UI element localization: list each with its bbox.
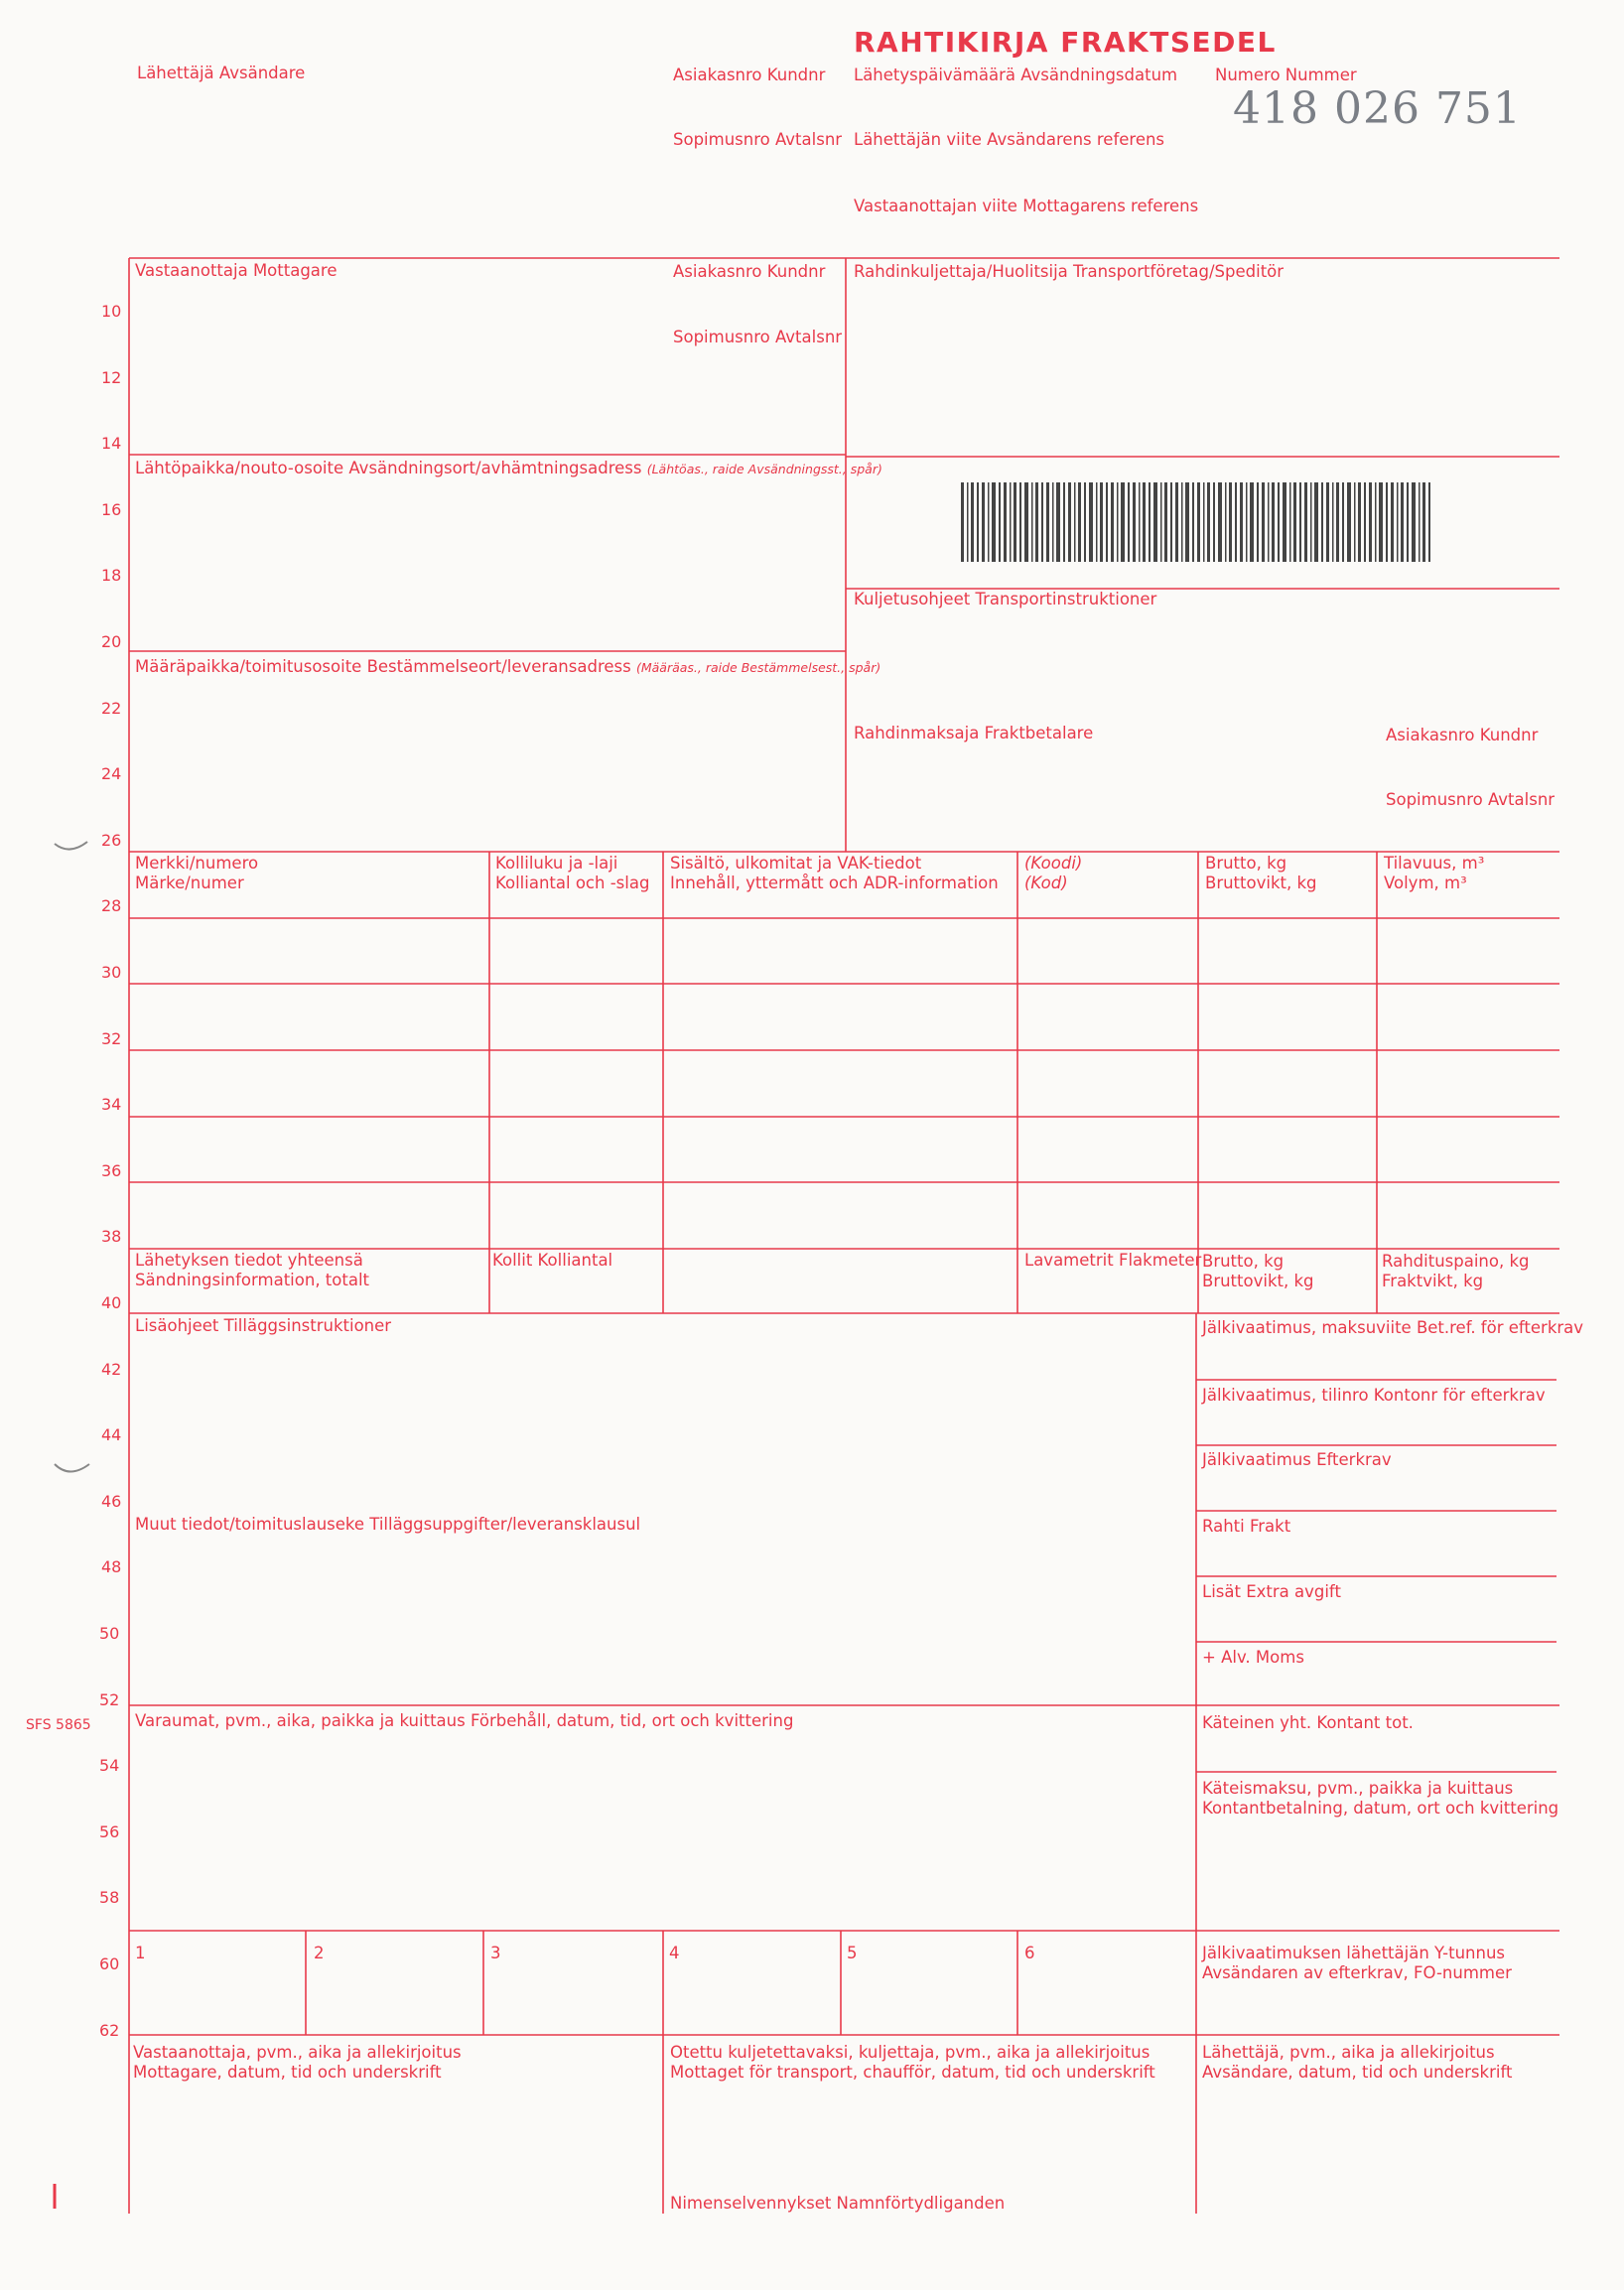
line-number: 42 bbox=[101, 1359, 122, 1379]
cash-payment-label: Käteismaksu, pvm., paikka ja kuittaus Kontantbetalning, datum, ort och kvittering bbox=[1202, 1779, 1559, 1818]
line-number: 58 bbox=[99, 1888, 120, 1908]
receiver-signature-label: Vastaanottaja, pvm., aika ja allekirjoitus Mottagare, datum, tid och underskrift bbox=[133, 2043, 462, 2082]
totals-packages-label: Kollit Kolliantal bbox=[492, 1251, 613, 1270]
extra-fee-label: Lisät Extra avgift bbox=[1202, 1582, 1341, 1601]
totals-loading-meters-label: Lavametrit Flakmeter bbox=[1024, 1251, 1202, 1270]
carrier-signature-label: Otettu kuljetettavaksi, kuljettaja, pvm., aika ja allekirjoitus Mottaget för transport, chaufför, datum, tid och underskrift bbox=[670, 2043, 1155, 2082]
line-number: 44 bbox=[101, 1425, 122, 1445]
line-number: 36 bbox=[101, 1160, 122, 1180]
pickup-text: Lähtöpaikka/nouto-osoite Avsändningsort/avhämtningsadress bbox=[135, 459, 642, 477]
name-clarification-label: Nimenselvennykset Namnförtydliganden bbox=[670, 2194, 1006, 2213]
standard-label: SFS 5865 bbox=[26, 1717, 91, 1733]
waybill-number: 418 026 751 bbox=[1233, 83, 1522, 134]
cod-sender-id-label: Jälkivaatimuksen lähettäjän Y-tunnus Avsändaren av efterkrav, FO-nummer bbox=[1202, 1944, 1512, 1982]
reservations-label: Varaumat, pvm., aika, paikka ja kuittaus Förbehåll, datum, tid, ort och kvittering bbox=[135, 1711, 794, 1730]
receiver-label: Vastaanottaja Mottagare bbox=[135, 261, 338, 280]
vat-label: + Alv. Moms bbox=[1202, 1648, 1304, 1667]
line-number: 26 bbox=[101, 830, 122, 850]
col-header-code: (Koodi) (Kod) bbox=[1024, 854, 1083, 892]
cod-account-label: Jälkivaatimus, tilinro Kontonr för efterkrav bbox=[1202, 1386, 1546, 1405]
line-number: 18 bbox=[101, 566, 122, 586]
line-number: 56 bbox=[99, 1821, 120, 1841]
line-number: 54 bbox=[99, 1756, 120, 1776]
payer-agreement-no-label: Sopimusnro Avtalsnr bbox=[1386, 790, 1556, 809]
destination-text: Määräpaikka/toimitusosoite Bestämmelseort/leveransadress bbox=[135, 657, 631, 676]
line-number: 16 bbox=[101, 499, 122, 519]
receiver-agreement-no-label: Sopimusnro Avtalsnr bbox=[673, 328, 843, 346]
cash-total-label: Käteinen yht. Kontant tot. bbox=[1202, 1713, 1414, 1732]
col-header-marks: Merkki/numero Märke/numer bbox=[135, 854, 259, 892]
line-number: 12 bbox=[101, 367, 122, 387]
sender-ref-label: Lähettäjän viite Avsändarens referens bbox=[854, 130, 1165, 149]
cod-label: Jälkivaatimus Efterkrav bbox=[1202, 1450, 1392, 1469]
line-number: 34 bbox=[101, 1095, 122, 1115]
line-number: 10 bbox=[101, 302, 122, 321]
box-number-6: 6 bbox=[1024, 1944, 1035, 1962]
destination-label bbox=[135, 657, 880, 678]
pickup-note: (Lähtöas., raide Avsändningsst., spår) bbox=[646, 462, 882, 476]
line-number: 40 bbox=[101, 1293, 122, 1312]
destination-note: (Määräas., raide Bestämmelsest., spår) bbox=[635, 660, 881, 675]
line-number: 62 bbox=[99, 2020, 120, 2040]
col-header-contents: Sisältö, ulkomitat ja VAK-tiedot Innehåll, yttermått och ADR-information bbox=[670, 854, 999, 892]
line-number: 32 bbox=[101, 1028, 122, 1048]
payer-customer-no-label: Asiakasnro Kundnr bbox=[1386, 726, 1539, 744]
line-number: 38 bbox=[101, 1227, 122, 1247]
line-number: 52 bbox=[99, 1689, 120, 1709]
transport-instructions-label: Kuljetusohjeet Transportinstruktioner bbox=[854, 590, 1157, 608]
sender-agreement-no-label: Sopimusnro Avtalsnr bbox=[673, 130, 843, 149]
line-number: 14 bbox=[101, 434, 122, 454]
sender-label: Lähettäjä Avsändare bbox=[137, 64, 306, 82]
form-title: RAHTIKIRJA FRAKTSEDEL bbox=[854, 26, 1277, 59]
line-number: 48 bbox=[101, 1557, 122, 1577]
barcode bbox=[961, 482, 1430, 562]
box-number-5: 5 bbox=[847, 1944, 858, 1962]
line-number: 60 bbox=[99, 1954, 120, 1973]
other-info-label: Muut tiedot/toimituslauseke Tilläggsuppgifter/leveransklausul bbox=[135, 1515, 641, 1534]
receiver-customer-no-label: Asiakasnro Kundnr bbox=[673, 262, 826, 281]
box-number-4: 4 bbox=[669, 1944, 680, 1962]
totals-freight-weight-label: Rahdituspaino, kg Fraktvikt, kg bbox=[1382, 1252, 1530, 1290]
line-number: 50 bbox=[99, 1624, 120, 1643]
line-number: 24 bbox=[101, 764, 122, 784]
dispatch-date-label: Lähetyspäivämäärä Avsändningsdatum bbox=[854, 66, 1178, 84]
col-header-gross: Brutto, kg Bruttovikt, kg bbox=[1205, 854, 1317, 892]
additional-instructions-label: Lisäohjeet Tilläggsinstruktioner bbox=[135, 1316, 392, 1335]
line-number: 20 bbox=[101, 632, 122, 651]
line-number: 28 bbox=[101, 896, 122, 916]
box-number-1: 1 bbox=[135, 1944, 146, 1962]
carrier-label: Rahdinkuljettaja/Huolitsija Transportföretag/Speditör bbox=[854, 262, 1285, 281]
box-number-3: 3 bbox=[490, 1944, 501, 1962]
col-header-packages: Kolliluku ja -laji Kolliantal och -slag bbox=[495, 854, 650, 892]
freight-payer-label: Rahdinmaksaja Fraktbetalare bbox=[854, 724, 1094, 742]
totals-label: Lähetyksen tiedot yhteensä Sändningsinformation, totalt bbox=[135, 1251, 370, 1289]
totals-gross-label: Brutto, kg Bruttovikt, kg bbox=[1202, 1252, 1314, 1290]
number-label: Numero Nummer bbox=[1215, 66, 1357, 84]
sender-customer-no-label: Asiakasnro Kundnr bbox=[673, 66, 826, 84]
pickup-label bbox=[135, 459, 882, 479]
cod-ref-label: Jälkivaatimus, maksuviite Bet.ref. för efterkrav bbox=[1202, 1318, 1584, 1337]
sender-signature-label: Lähettäjä, pvm., aika ja allekirjoitus Avsändare, datum, tid och underskrift bbox=[1202, 2043, 1513, 2082]
line-number: 22 bbox=[101, 698, 122, 718]
freight-label: Rahti Frakt bbox=[1202, 1517, 1291, 1536]
line-number: 46 bbox=[101, 1491, 122, 1511]
receiver-ref-label: Vastaanottajan viite Mottagarens referens bbox=[854, 197, 1199, 215]
line-number: 30 bbox=[101, 963, 122, 982]
col-header-volume: Tilavuus, m³ Volym, m³ bbox=[1384, 854, 1485, 892]
box-number-2: 2 bbox=[314, 1944, 325, 1962]
